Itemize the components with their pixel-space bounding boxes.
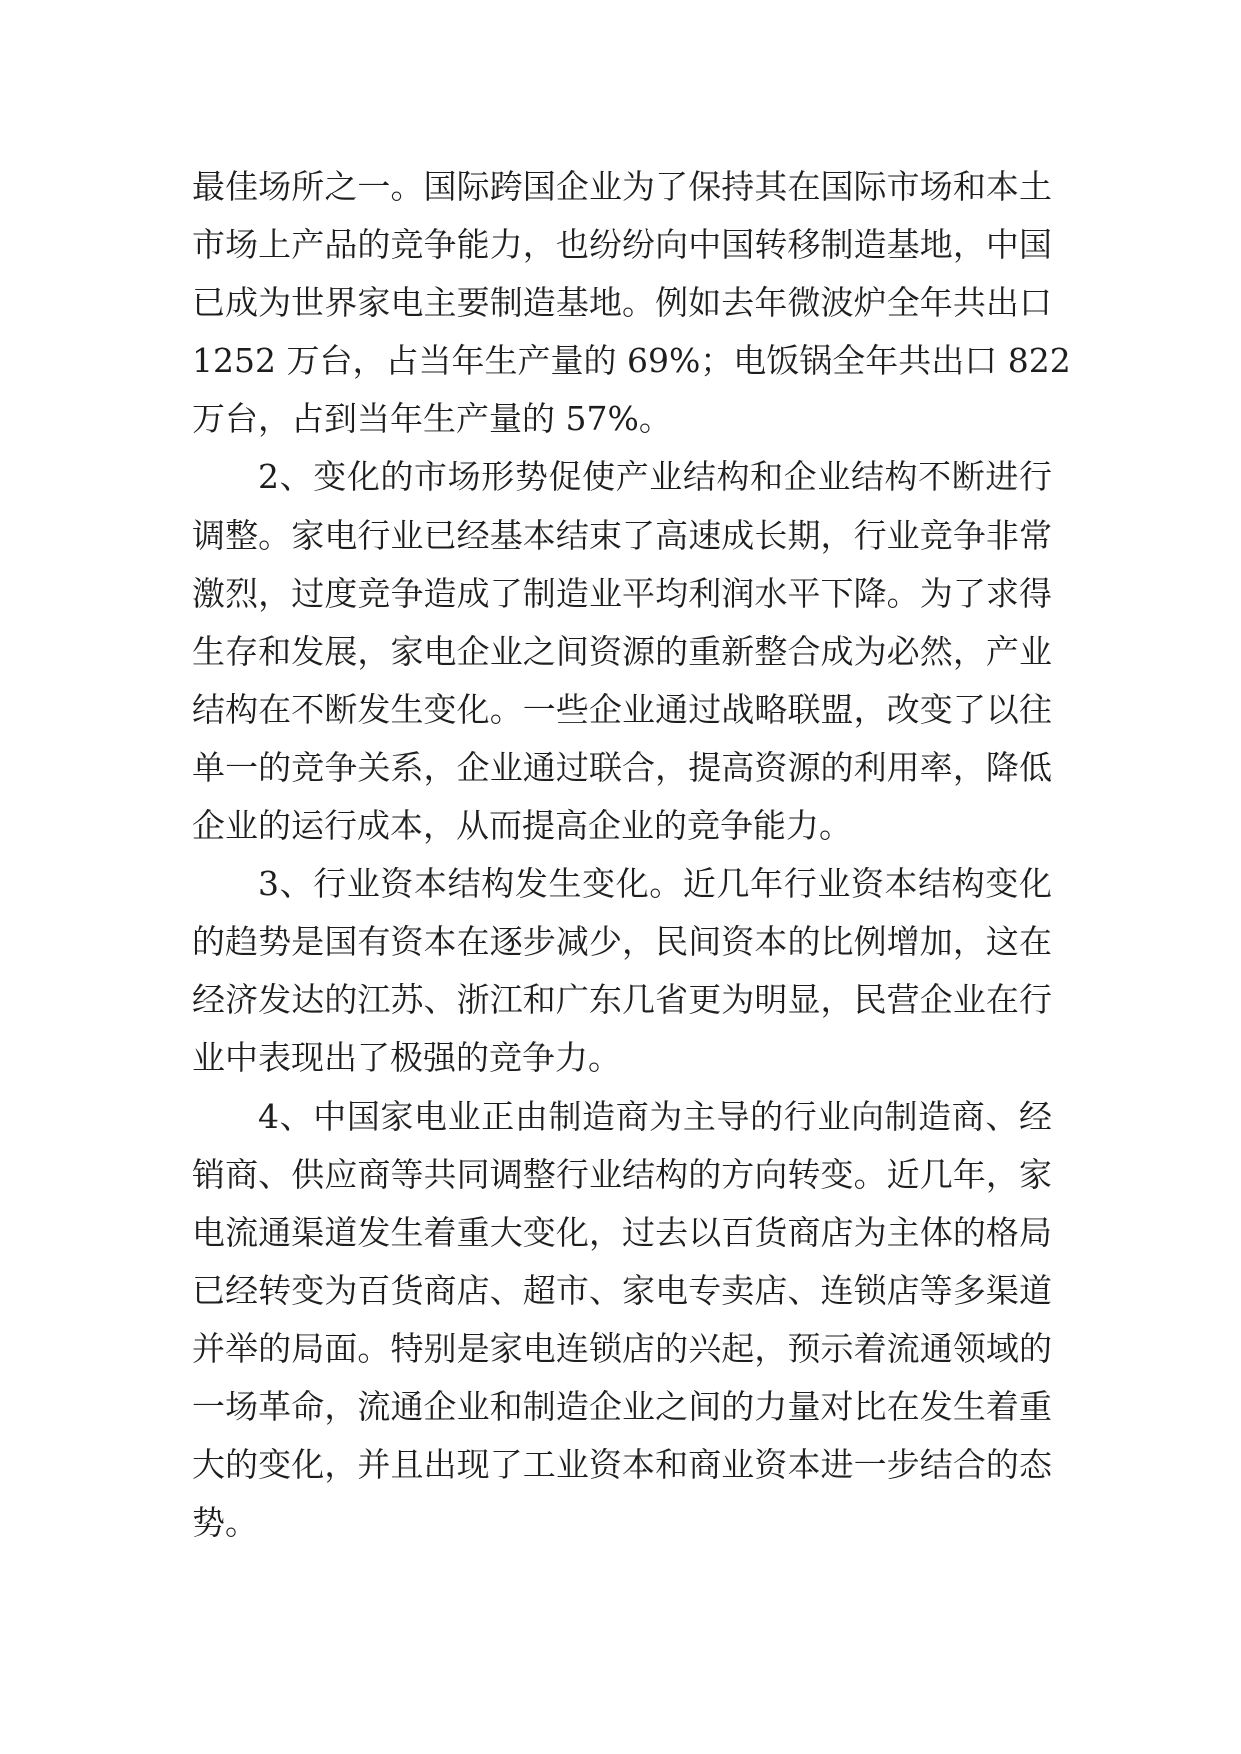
paragraph [192,448,1052,855]
text-line: 最佳场所之一。国际跨国企业为了保持其在国际市场和本土 [192,167,1052,206]
text-line: 销商、供应商等共同调整行业结构的方向转变。近几年，家 [192,1154,1052,1194]
paragraph [192,158,1071,448]
text-line: 经济发达的江苏、浙江和广东几省更为明显，民营企业在行 [192,980,1052,1020]
paragraph [192,855,1052,1087]
text-line: 2、变化的市场形势促使产业结构和企业结构不断进行 [258,457,1052,497]
text-line: 已成为世界家电主要制造基地。例如去年微波炉全年共出口 [192,283,1052,323]
document-body [192,158,1071,1552]
text-line: 3、行业资本结构发生变化。近几年行业资本结构变化 [258,864,1052,904]
text-line: 业中表现出了极强的竞争力。 [192,1038,621,1078]
text-line: 调整。家电行业已经基本结束了高速成长期，行业竞争非常 [192,515,1052,555]
text-line: 势。 [192,1503,258,1543]
text-line: 已经转变为百货商店、超市、家电专卖店、连锁店等多渠道 [192,1270,1052,1310]
text-line: 市场上产品的竞争能力，也纷纷向中国转移制造基地，中国 [192,225,1052,265]
text-line: 企业的运行成本，从而提高企业的竞争能力。 [192,806,852,846]
text-line: 4、中国家电业正由制造商为主导的行业向制造商、经 [258,1096,1052,1136]
text-line: 大的变化，并且出现了工业资本和商业资本进一步结合的态 [192,1445,1052,1485]
text-line: 激烈，过度竞争造成了制造业平均利润水平下降。为了求得 [192,573,1052,613]
text-line: 1252 万台，占当年生产量的 69%；电饭锅全年共出口 822 [192,341,1071,381]
text-line: 电流通渠道发生着重大变化，过去以百货商店为主体的格局 [192,1212,1052,1252]
paragraph [192,1088,1052,1553]
text-line: 单一的竞争关系，企业通过联合，提高资源的利用率，降低 [192,747,1052,787]
text-line: 万台，占到当年生产量的 57%。 [192,399,672,439]
text-line: 生存和发展，家电企业之间资源的重新整合成为必然，产业 [192,631,1052,671]
text-line: 并举的局面。特别是家电连锁店的兴起，预示着流通领域的 [192,1328,1052,1368]
text-line: 的趋势是国有资本在逐步减少，民间资本的比例增加，这在 [192,922,1052,962]
text-line: 结构在不断发生变化。一些企业通过战略联盟，改变了以往 [192,689,1052,729]
text-line: 一场革命，流通企业和制造企业之间的力量对比在发生着重 [192,1386,1052,1426]
